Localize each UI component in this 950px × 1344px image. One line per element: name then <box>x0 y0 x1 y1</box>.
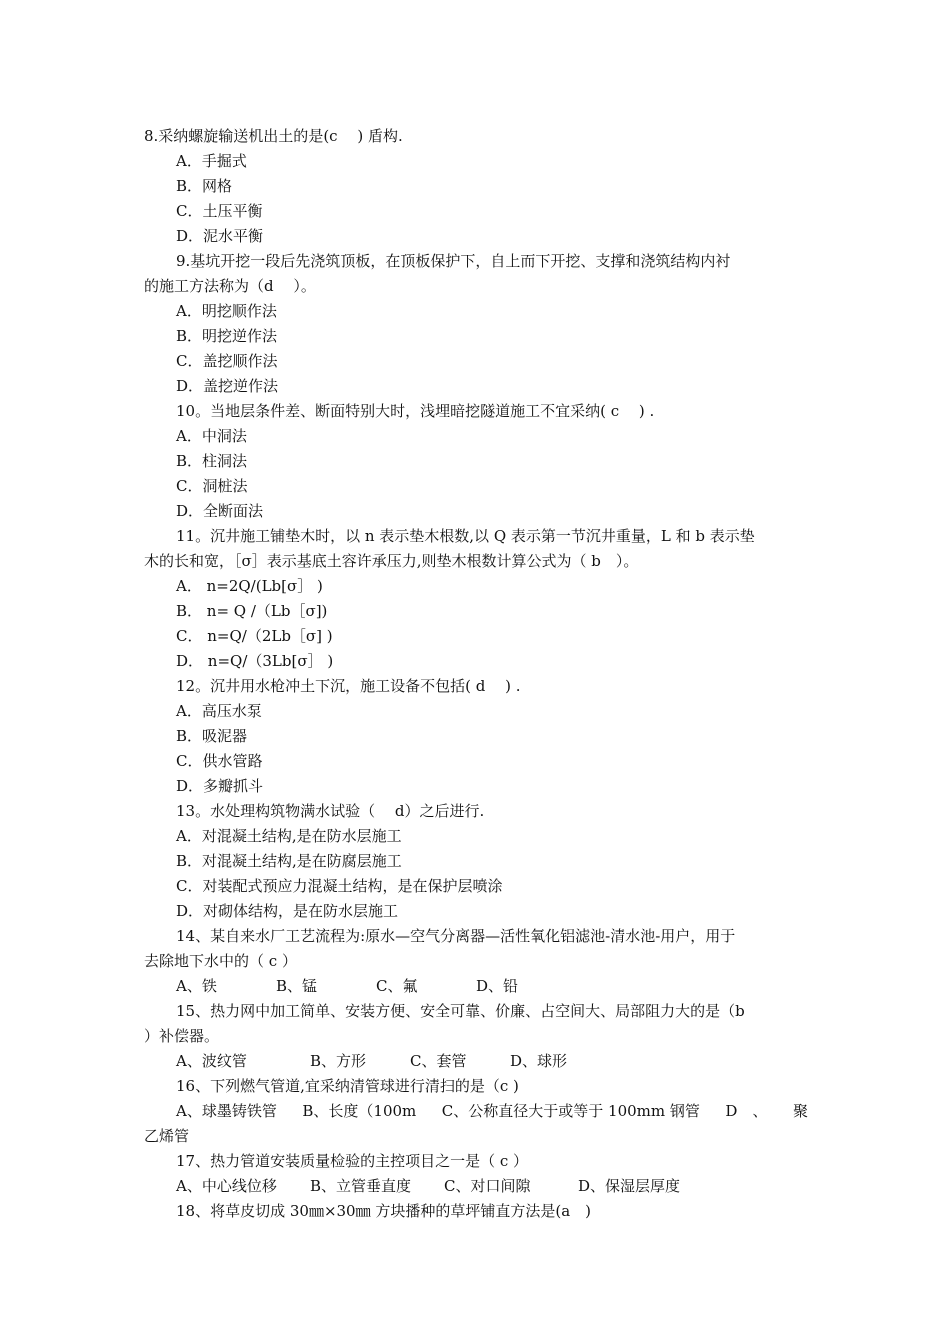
option-a: A．手掘式 <box>176 152 247 170</box>
option-c: C．盖挖顺作法 <box>176 352 278 370</box>
option-c: C、公称直径大于或等于 100mm 钢管 <box>441 1102 700 1120</box>
inline-options-row <box>144 974 808 999</box>
option-a: A．中洞法 <box>176 427 247 445</box>
question-15: 15、热力网中加工简单、安装方便、安全可靠、价廉、占空间大、局部阻力大的是（b <box>176 1002 745 1020</box>
option-c: C．洞桩法 <box>176 477 248 495</box>
question-11-continued: 木的长和宽，［σ］表示基底土容许承压力,则垫木根数计算公式为（ b ）。 <box>144 552 639 570</box>
question-18: 18、将草皮切成 30㎜×30㎜ 方块播种的草坪铺直方法是(a ) <box>176 1202 592 1220</box>
option-a: A． n=2Q/(Lb[σ］ ) <box>176 577 323 595</box>
question-16: 16、下列燃气管道,宜采纳清管球进行清扫的是（c ) <box>176 1077 519 1095</box>
option-d: D、铅 <box>476 977 519 995</box>
option-b: B、方形 <box>310 1052 367 1070</box>
option-d: D、球形 <box>510 1052 568 1070</box>
option-d: D．全断面法 <box>176 502 264 520</box>
option-a: A．对混凝土结构,是在防水层施工 <box>176 827 402 845</box>
question-11: 11。沉井施工铺垫木时，以 n 表示垫木根数,以 Q 表示第一节沉井重量，L 和 b 表示垫 <box>176 527 755 545</box>
option-a: A、波纹管 <box>176 1052 247 1070</box>
question-8: 8.采纳螺旋输送机出土的是(c ) 盾构. <box>144 127 403 145</box>
inline-options-row <box>144 1049 808 1074</box>
option-b: B．对混凝土结构,是在防腐层施工 <box>176 852 402 870</box>
option-c: C．土压平衡 <box>176 202 263 220</box>
option-c: C、氟 <box>376 977 418 995</box>
option-a: A、中心线位移 <box>176 1177 277 1195</box>
question-14-continued: 去除地下水中的（ c ） <box>144 952 297 970</box>
option-b: B．网格 <box>176 177 233 195</box>
question-13: 13。水处理构筑物满水试验（ d）之后进行. <box>176 802 485 820</box>
option-c: C． n=Q/（2Lb［σ] ) <box>176 627 333 645</box>
option-d: D．对砌体结构，是在防水层施工 <box>176 902 399 920</box>
option-c: C．对装配式预应力混凝土结构，是在保护层喷涂 <box>176 877 503 895</box>
question-14: 14、某自来水厂工艺流程为:原水—空气分离器—活性氧化铝滤池-清水池-用户，用于 <box>176 927 736 945</box>
option-b: B．明挖逆作法 <box>176 327 278 345</box>
option-d: D、保湿层厚度 <box>578 1177 681 1195</box>
option-d: D．泥水平衡 <box>176 227 264 245</box>
option-d: D．多瓣抓斗 <box>176 777 264 795</box>
question-15-continued: ）补偿器。 <box>144 1027 220 1045</box>
option-a: A．明挖顺作法 <box>176 302 277 320</box>
option-b: B、锰 <box>276 977 318 995</box>
option-b: B、立管垂直度 <box>310 1177 412 1195</box>
option-c: C、套管 <box>410 1052 467 1070</box>
option-a: A、球墨铸铁管 <box>176 1102 277 1120</box>
option-d: D 、 <box>725 1102 768 1120</box>
option-c: C、对口间隙 <box>444 1177 531 1195</box>
question-10: 10。当地层条件差、断面特别大时，浅埋暗挖隧道施工不宜采纳( c ) . <box>176 402 655 420</box>
question-9: 9.基坑开挖一段后先浇筑顶板，在顶板保护下，自上而下开挖、支撑和浇筑结构内衬 <box>176 252 731 270</box>
document-page <box>144 124 808 1224</box>
option-d-continued: 乙烯管 <box>144 1127 190 1145</box>
option-d-text-start: 聚 <box>792 1102 808 1120</box>
option-a: A．高压水泵 <box>176 702 262 720</box>
option-d: D． n=Q/（3Lb[σ］ ) <box>176 652 334 670</box>
question-12: 12。沉井用水枪冲土下沉，施工设备不包括( d ) . <box>176 677 521 695</box>
option-b: B．吸泥器 <box>176 727 248 745</box>
option-a: A、铁 <box>176 977 217 995</box>
option-c: C．供水管路 <box>176 752 263 770</box>
question-9-continued: 的施工方法称为（d ）。 <box>144 277 316 295</box>
inline-options-row <box>144 1099 808 1124</box>
option-b: B． n= Q /（Lb［σ]) <box>176 602 328 620</box>
option-b: B．柱洞法 <box>176 452 248 470</box>
option-d: D．盖挖逆作法 <box>176 377 279 395</box>
option-b: B、长度（100m <box>302 1102 417 1120</box>
inline-options-row <box>144 1174 808 1199</box>
question-17: 17、热力管道安装质量检验的主控项目之一是（ c ） <box>176 1152 529 1170</box>
